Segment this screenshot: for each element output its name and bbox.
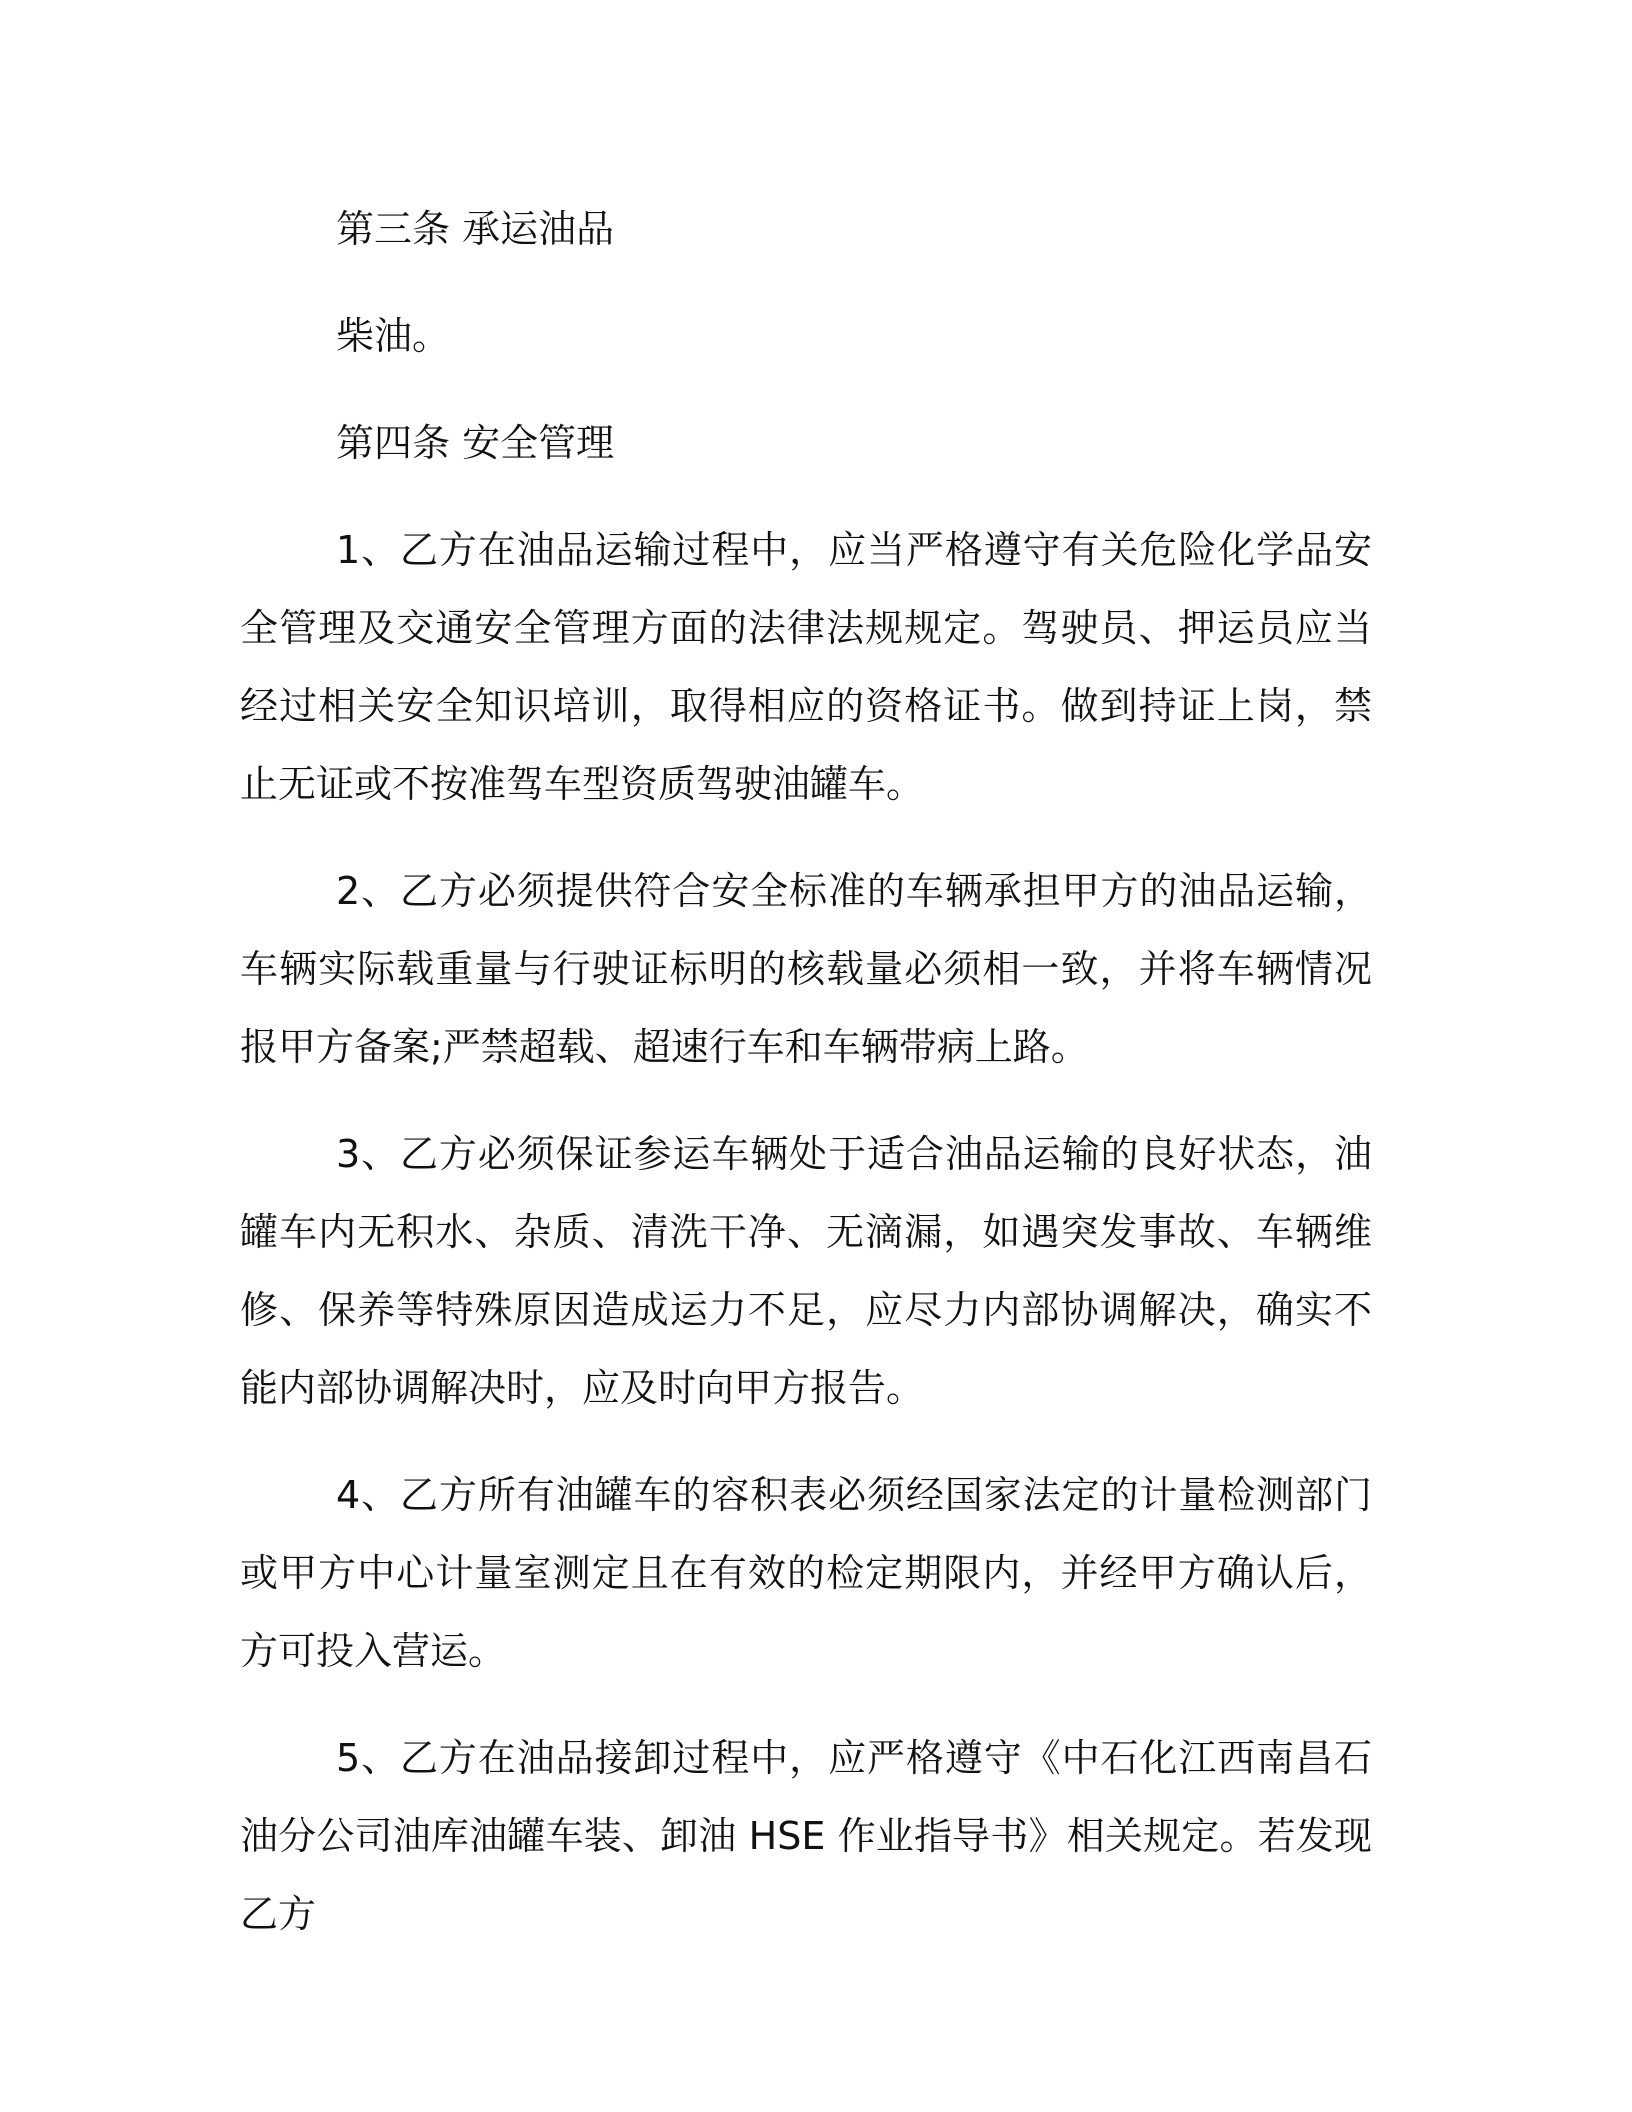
article-4-item-4: 4、乙方所有油罐车的容积表必须经国家法定的计量检测部门或甲方中心计量室测定且在有效的检定期限内，并经甲方确认后，方可投入营运。 — [240, 1473, 1372, 1673]
article-4-title: 第四条 安全管理 — [336, 421, 615, 465]
article-3-title: 第三条 承运油品 — [336, 207, 615, 251]
article-4-item-1: 1、乙方在油品运输过程中，应当严格遵守有关危险化学品安全管理及交通安全管理方面的法律法规规定。驾驶员、押运员应当经过相关安全知识培训，取得相应的资格证书。做到持证上岗，禁止无证或不按准驾车型资质驾驶油罐车。 — [240, 528, 1372, 806]
article-3-text: 柴油。 — [336, 314, 451, 358]
article-4-item-5: 5、乙方在油品接卸过程中，应严格遵守《中石化江西南昌石油分公司油库油罐车装、卸油 HSE 作业指导书》相关规定。若发现乙方 — [240, 1736, 1372, 1936]
document-body — [240, 190, 1372, 1982]
article-4-item-2: 2、乙方必须提供符合安全标准的车辆承担甲方的油品运输，车辆实际载重量与行驶证标明的核载量必须相一致，并将车辆情况报甲方备案;严禁超载、超速行车和车辆带病上路。 — [240, 869, 1372, 1069]
article-4-item-3: 3、乙方必须保证参运车辆处于适合油品运输的良好状态，油罐车内无积水、杂质、清洗干净、无滴漏，如遇突发事故、车辆维修、保养等特殊原因造成运力不足，应尽力内部协调解决，确实不能内部协调解决时，应及时向甲方报告。 — [240, 1132, 1372, 1410]
